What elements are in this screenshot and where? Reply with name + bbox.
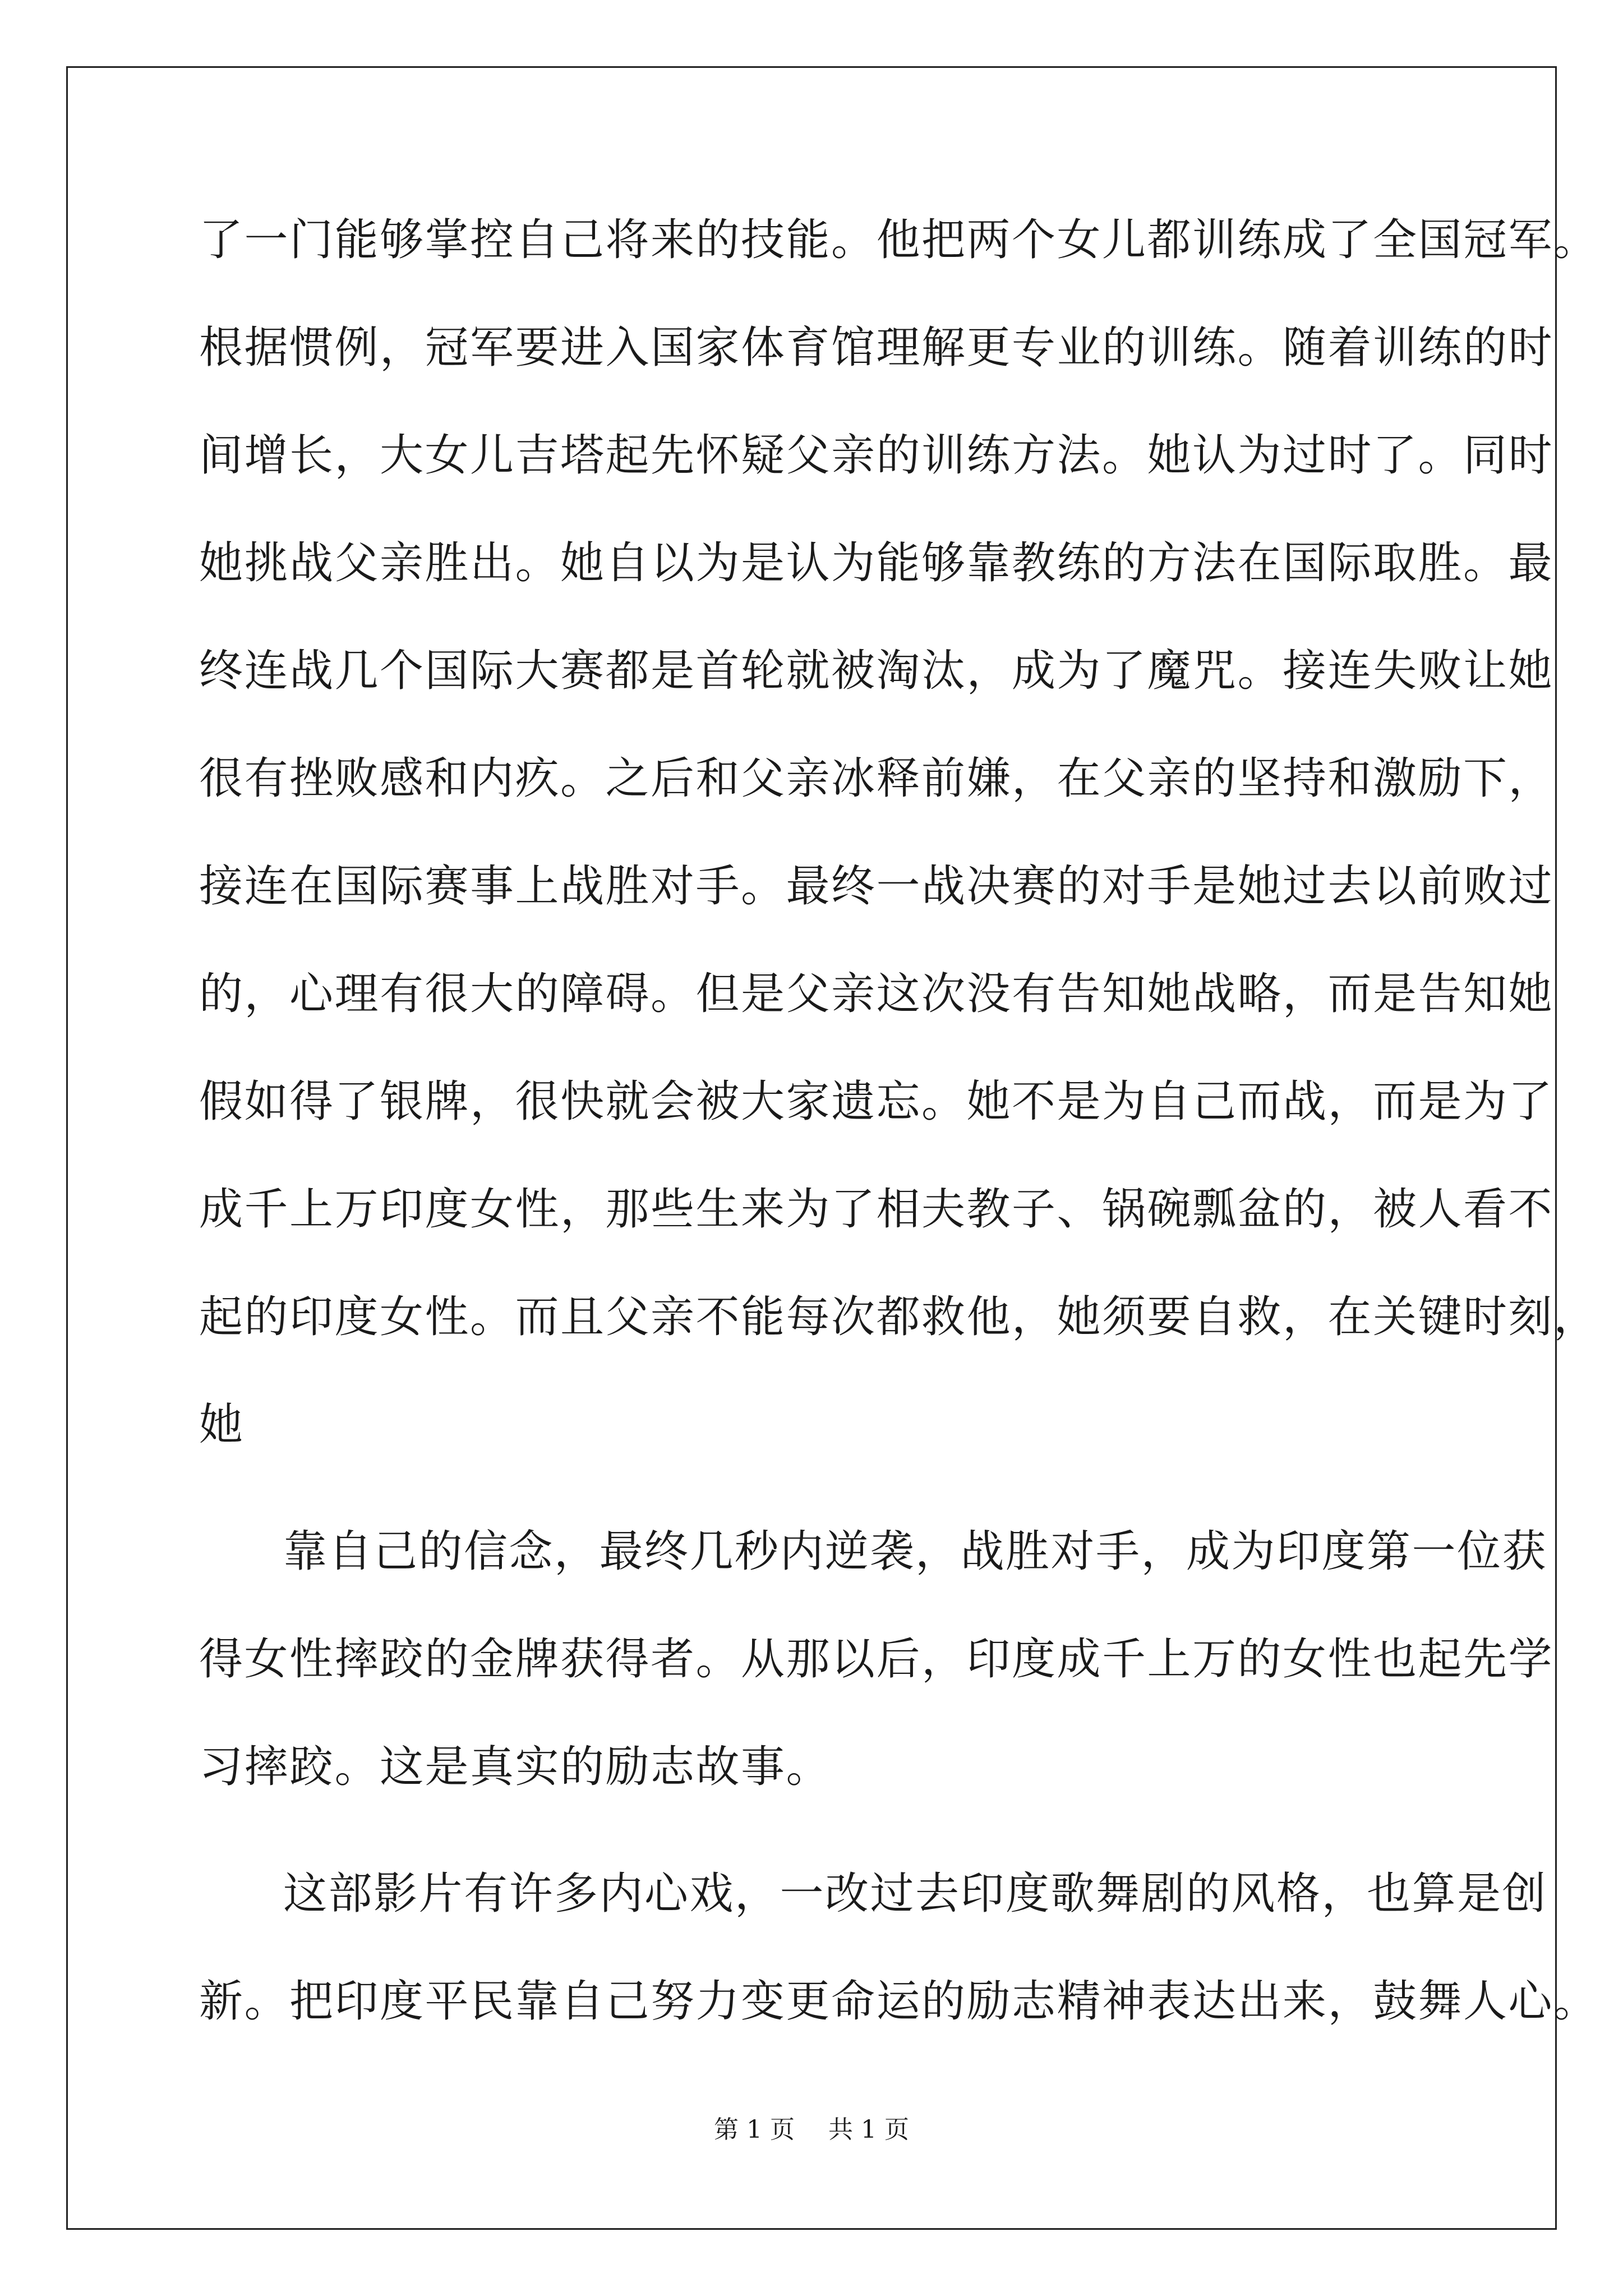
paragraph-3 <box>199 1840 1599 2055</box>
text-line: 接连在国际赛事上战胜对手。最终一战决赛的对手是她过去以前败过 <box>199 861 1554 912</box>
paragraph-1 <box>199 186 1599 1479</box>
text-line: 起的印度女性。而且父亲不能每次都救他，她须要自救，在关键时刻， <box>199 1292 1599 1342</box>
page-number: 第 1 页 <box>714 2115 795 2144</box>
text-line: 的，心理有很大的障碍。但是父亲这次没有告知她战略，而是告知她 <box>199 969 1554 1019</box>
page-footer <box>0 2109 1623 2145</box>
text-line: 这部影片有许多内心戏，一改过去印度歌舞剧的风格，也算是创 <box>283 1869 1548 1919</box>
text-line: 她 <box>199 1400 245 1450</box>
text-line: 根据惯例，冠军要进入国家体育馆理解更专业的训练。随着训练的时 <box>199 323 1554 373</box>
text-line: 终连战几个国际大赛都是首轮就被淘汰，成为了魔咒。接连失败让她 <box>199 646 1554 696</box>
text-line: 成千上万印度女性，那些生来为了相夫教子、锅碗瓢盆的，被人看不 <box>199 1184 1554 1235</box>
document-body <box>199 186 1599 2055</box>
text-line: 很有挫败感和内疚。之后和父亲冰释前嫌，在父亲的坚持和激励下， <box>199 753 1554 804</box>
text-line: 靠自己的信念，最终几秒内逆袭，战胜对手，成为印度第一位获 <box>283 1526 1548 1577</box>
text-line: 得女性摔跤的金牌获得者。从那以后，印度成千上万的女性也起先学 <box>199 1634 1554 1685</box>
text-line: 间增长，大女儿吉塔起先怀疑父亲的训练方法。她认为过时了。同时 <box>199 430 1554 481</box>
text-line: 假如得了银牌，很快就会被大家遗忘。她不是为自己而战，而是为了 <box>199 1076 1554 1127</box>
text-line: 习摔跤。这是真实的励志故事。 <box>199 1742 832 1792</box>
paragraph-2 <box>199 1498 1554 1821</box>
text-line: 她挑战父亲胜出。她自以为是认为能够靠教练的方法在国际取胜。最 <box>199 538 1554 588</box>
page-total: 共 1 页 <box>828 2115 909 2144</box>
text-line: 了一门能够掌控自己将来的技能。他把两个女儿都训练成了全国冠军。 <box>199 215 1599 265</box>
text-line: 新。把印度平民靠自己努力变更命运的励志精神表达出来，鼓舞人心。 <box>199 1976 1599 2027</box>
